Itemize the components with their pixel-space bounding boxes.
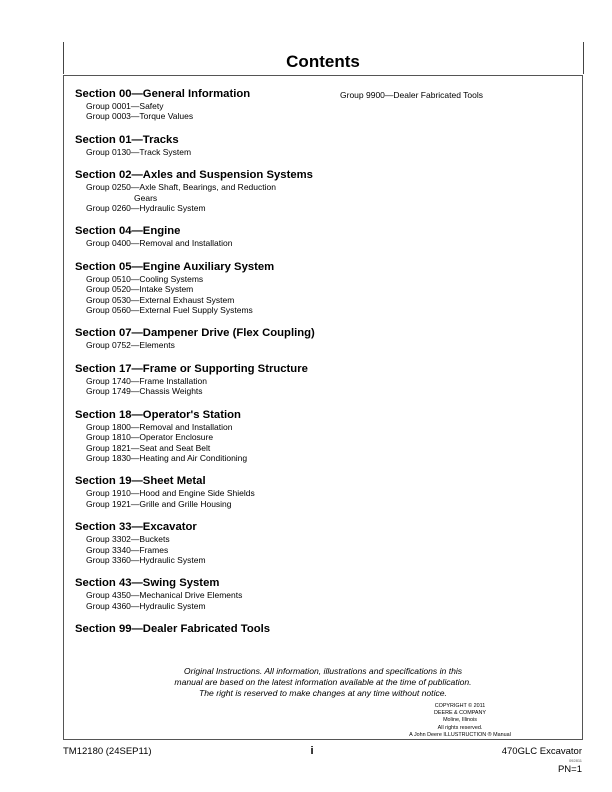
group-entry[interactable] xyxy=(75,305,335,315)
group-label: Group 1749—Chassis Weights xyxy=(86,386,203,397)
toc-section xyxy=(75,363,335,397)
copyright-line: DEERE & COMPANY xyxy=(433,710,487,717)
group-entry[interactable] xyxy=(75,284,335,294)
section-title[interactable]: Section 33—Excavator xyxy=(75,521,197,534)
group-entry[interactable] xyxy=(75,488,335,498)
toc-section xyxy=(75,134,335,157)
group-entry[interactable] xyxy=(75,376,335,386)
section-title[interactable]: Section 17—Frame or Supporting Structure xyxy=(75,362,308,375)
group-label: Group 4350—Mechanical Drive Elements xyxy=(86,590,243,601)
group-label: Group 0400—Removal and Installation xyxy=(86,238,233,249)
group-label: Group 3360—Hydraulic System xyxy=(86,554,206,565)
section-title[interactable]: Section 04—Engine xyxy=(75,225,181,238)
group-entry[interactable] xyxy=(75,534,335,544)
group-label: Group 1910—Hood and Engine Side Shields xyxy=(86,488,255,499)
toc-section xyxy=(75,521,335,565)
notice-line: The right is reserved to make changes at any time without notice. xyxy=(199,688,447,699)
notice-line: Original Instructions. All information, illustrations and specifications in this xyxy=(183,666,463,676)
group-entry[interactable] xyxy=(75,499,335,509)
toc-section xyxy=(75,169,335,213)
group-entry[interactable] xyxy=(75,203,335,213)
group-label: Group 1821—Seat and Seat Belt xyxy=(86,442,211,453)
group-label: Group 0003—Torque Values xyxy=(86,111,194,122)
toc-section xyxy=(75,623,335,636)
group-label: Group 0130—Track System xyxy=(86,146,192,157)
group-entry[interactable] xyxy=(75,182,335,203)
section-title[interactable]: Section 19—Sheet Metal xyxy=(75,475,206,488)
group-label: Group 0560—External Fuel Supply Systems xyxy=(86,305,253,316)
notice-text xyxy=(63,666,583,700)
copyright-block xyxy=(380,703,540,739)
group-label: Group 0520—Intake System xyxy=(86,284,194,295)
group-entry[interactable] xyxy=(75,422,335,432)
section-title[interactable]: Section 02—Axles and Suspension Systems xyxy=(75,169,313,182)
frame-right-rule xyxy=(583,42,584,74)
group-entry[interactable] xyxy=(75,147,335,157)
group-label: Group 1921—Grille and Grille Housing xyxy=(86,498,232,509)
group-label: Group 0530—External Exhaust System xyxy=(86,294,235,305)
group-entry[interactable] xyxy=(75,295,335,305)
footer-model: 470GLC Excavator xyxy=(501,746,582,757)
group-entry[interactable] xyxy=(75,545,335,555)
group-label-continued: Gears xyxy=(134,192,158,203)
copyright-line: A John Deere ILLUSTRUCTION ® Manual xyxy=(409,731,511,738)
notice-line: manual are based on the latest information available at the time of publication. xyxy=(174,677,472,688)
toc-section xyxy=(75,577,335,611)
group-entry[interactable] xyxy=(75,443,335,453)
group-label: Group 1830—Heating and Air Conditioning xyxy=(86,452,248,463)
section-title[interactable]: Section 07—Dampener Drive (Flex Coupling) xyxy=(75,327,315,340)
group-label: Group 3340—Frames xyxy=(86,544,169,555)
group-label: Group 4360—Hydraulic System xyxy=(86,600,206,611)
copyright-line: COPYRIGHT © 2011 xyxy=(434,703,486,709)
section-title[interactable]: Section 99—Dealer Fabricated Tools xyxy=(75,623,271,636)
group-label: Group 0260—Hydraulic System xyxy=(86,203,206,214)
group-entry[interactable] xyxy=(75,101,335,111)
group-label: Group 1740—Frame Installation xyxy=(86,375,207,386)
group-label: Group 0250—Axle Shaft, Bearings, and Reduction xyxy=(86,182,276,193)
group-label: Group 0510—Cooling Systems xyxy=(86,273,204,284)
group-entry[interactable] xyxy=(75,111,335,121)
group-label: Group 0001—Safety xyxy=(86,101,164,111)
toc-section xyxy=(75,409,335,464)
section-title[interactable]: Section 05—Engine Auxiliary System xyxy=(75,260,275,273)
group-entry[interactable] xyxy=(75,555,335,565)
footer-pn: PN=1 xyxy=(557,764,582,775)
group-entry[interactable] xyxy=(75,238,335,248)
group-entry[interactable] xyxy=(75,386,335,396)
footer-doc-id: TM12180 (24SEP11) xyxy=(63,746,152,757)
group-entry[interactable] xyxy=(75,453,335,463)
section-title[interactable]: Section 18—Operator's Station xyxy=(75,408,241,421)
group-entry[interactable] xyxy=(75,274,335,284)
copyright-line: All rights reserved. xyxy=(437,724,483,731)
group-entry[interactable] xyxy=(75,340,335,350)
contents-column-right xyxy=(340,90,580,100)
toc-section xyxy=(75,261,335,316)
toc-section xyxy=(75,475,335,509)
toc-section xyxy=(75,88,335,122)
footer-page-number: i xyxy=(310,745,314,757)
group-entry[interactable] xyxy=(75,432,335,442)
group-label: Group 1810—Operator Enclosure xyxy=(86,432,214,443)
group-entry[interactable] xyxy=(75,590,335,600)
group-label: Group 3302—Buckets xyxy=(86,534,170,545)
section-title[interactable]: Section 43—Swing System xyxy=(75,577,220,590)
group-entry[interactable]: Group 9900—Dealer Fabricated Tools xyxy=(340,90,484,100)
toc-section xyxy=(75,327,335,350)
footer-code: 092811 xyxy=(568,758,582,763)
copyright-line: Moline, Illinois xyxy=(443,717,477,724)
page-title: Contents xyxy=(286,52,360,71)
group-entry[interactable] xyxy=(75,601,335,611)
section-title[interactable]: Section 01—Tracks xyxy=(75,133,179,146)
toc-section xyxy=(75,225,335,248)
contents-column-left xyxy=(75,88,335,648)
section-title[interactable]: Section 00—General Information xyxy=(75,88,251,100)
group-label: Group 0752—Elements xyxy=(86,340,175,351)
group-label: Group 1800—Removal and Installation xyxy=(86,421,233,432)
